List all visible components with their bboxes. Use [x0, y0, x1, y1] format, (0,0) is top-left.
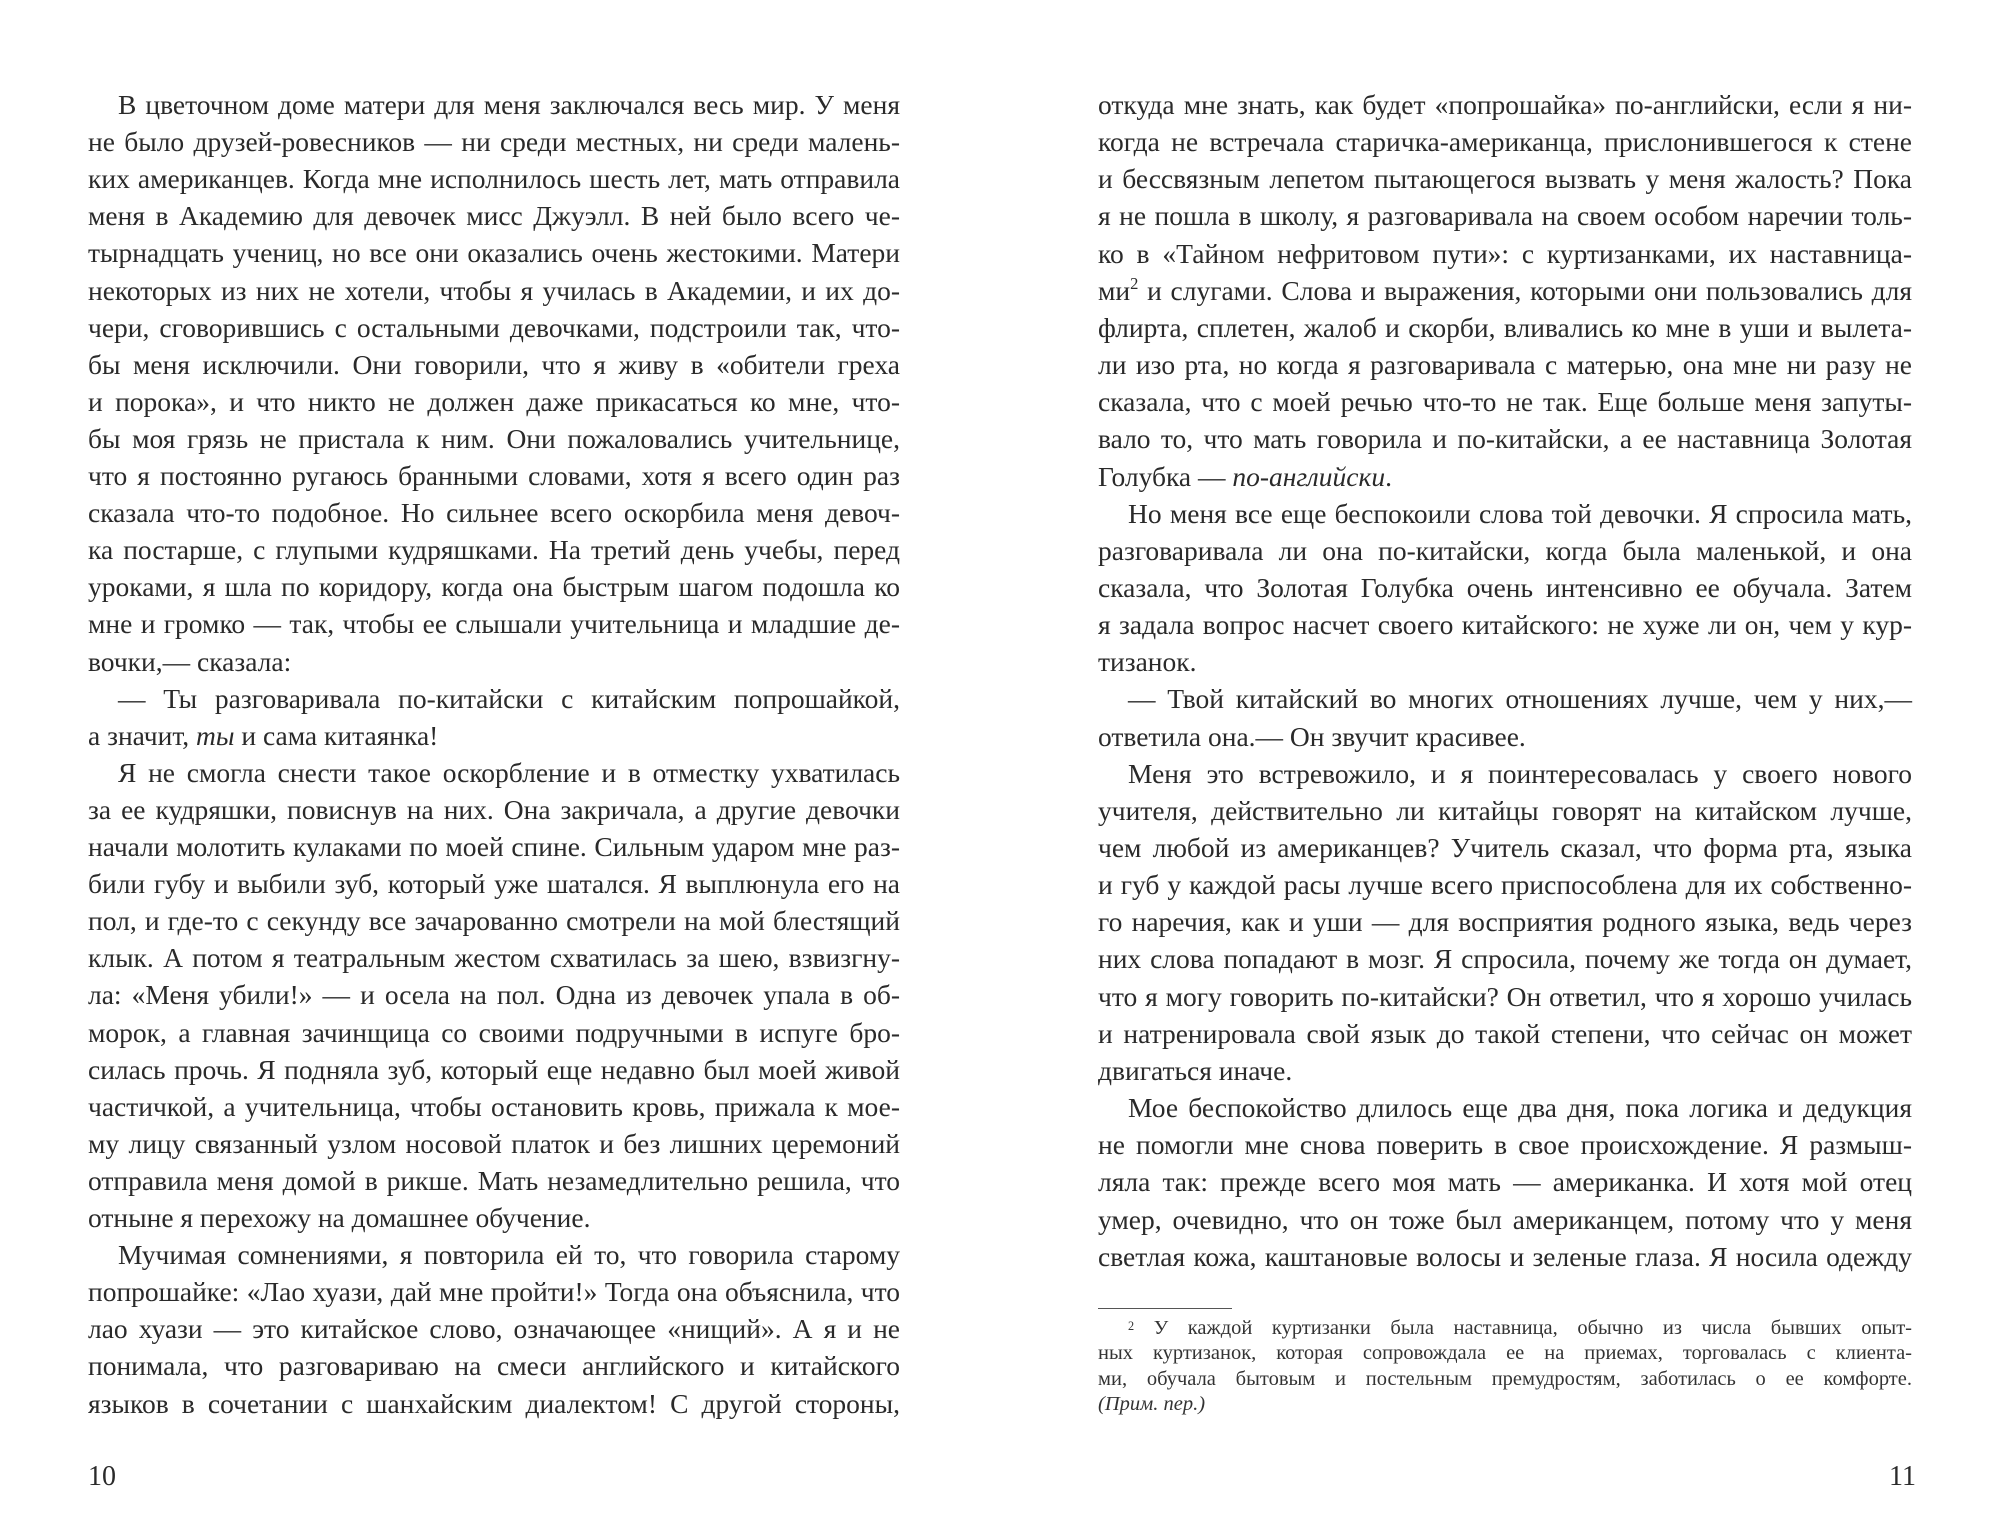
text-line: понимала, что разговариваю на смеси английского и китайского [88, 1350, 900, 1382]
text-line: за ее кудряшки, повиснув на них. Она закричала, а другие девочки [88, 793, 900, 825]
text-line: и натренировала свой язык до такой степени, что сейчас он может [1098, 1017, 1912, 1049]
footnote-marker: 2 [1130, 273, 1139, 293]
text-line: откуда мне знать, как будет «попрошайка» по-английски, если я ни- [1098, 89, 1912, 120]
right-page [1000, 0, 2000, 1536]
text-line [1098, 272, 1912, 309]
text-line [88, 717, 900, 754]
footnote-line [1098, 1392, 1912, 1417]
text-line: го наречия, как и уши — для восприятия родного языка, ведь через [1098, 906, 1912, 938]
footnote-line: ных куртизанок, которая сопровождала ее на приемах, торговалась с клиента- [1098, 1342, 1912, 1365]
text-line: я не пошла в школу, я разговаривала на своем особом наречии толь- [1098, 200, 1912, 232]
text-line: сказала, что с моей речью что-то не так. Еще больше меня запуты- [1098, 386, 1912, 418]
text-line: ка постарше, с глупыми кудряшками. На третий день учебы, перед [88, 534, 900, 566]
text-line: ответила она.— Он звучит красивее. [1098, 720, 1526, 752]
text-line: отныне я перехожу на домашнее обучение. [88, 1202, 591, 1233]
text-line: били губу и выбили зуб, который уже шатался. Я выплюнула его на [88, 868, 900, 900]
text-line: тырнадцать учениц, но все они оказались очень жестокими. Матери [88, 237, 900, 269]
text-line: и губ у каждой расы лучше всего приспособлена для их собственно- [1098, 869, 1912, 901]
text-line: двигаться иначе. [1098, 1054, 1293, 1086]
text-line: умер, очевидно, что он тоже был американцем, потому что у меня [1098, 1203, 1912, 1235]
text-line: меня в Академию для девочек мисс Джуэлл. В ней было всего че- [88, 200, 900, 232]
text-line: Я не смогла снести такое оскорбление и в отместку ухватилась [118, 756, 900, 788]
text-run: ми [1098, 274, 1131, 306]
text-line: Мое беспокойство длилось еще два дня, пока логика и дедукция [1128, 1092, 1912, 1124]
text-line: и бессвязным лепетом пытающегося вызвать у меня жалость? Пока [1098, 163, 1912, 195]
text-line: частичкой, а учительница, чтобы остановить кровь, прижала к мое- [88, 1090, 900, 1122]
text-line: что я постоянно ругаюсь бранными словами, хотя я всего один раз [88, 460, 900, 491]
text-line: бы моя грязь не пристала к ним. Они пожаловались учительнице, [88, 422, 900, 454]
text-line: отправила меня домой в рикше. Мать незамедлительно решила, что [88, 1164, 900, 1196]
text-line: что я могу говорить по-китайски? Он ответил, что я хорошо училась [1098, 980, 1912, 1012]
text-line: му лицу связанный узлом носовой платок и без лишних церемоний [88, 1127, 900, 1159]
text-line: ких американцев. Когда мне исполнилось шесть лет, мать отправила [88, 163, 900, 195]
text-line: когда не встречала старичка-американца, прислонившегося к стене [1098, 126, 1912, 158]
text-line: начали молотить кулаками по моей спине. Сильным ударом мне раз- [88, 831, 900, 862]
text-line: вочки,— сказала: [88, 645, 292, 677]
text-line: мне и громко — так, чтобы ее слышали учительница и младшие де- [88, 608, 900, 640]
text-line: сказала, что Золотая Голубка очень интенсивно ее обучала. Затем [1098, 571, 1912, 603]
text-run: Голубка — [1098, 460, 1233, 492]
text-line: них слова попадают в мозг. Я спросила, почему же тогда он думает, [1098, 943, 1912, 975]
text-line: бы меня исключили. Они говорили, что я живу в «обители греха [88, 348, 900, 380]
page-number-right: 11 [1889, 1461, 1916, 1492]
footnote-marker: 2 [1128, 1319, 1135, 1333]
text-line: Меня это встревожило, и я поинтересовалась у своего нового [1128, 757, 1912, 789]
text-line: сказала что-то подобное. Но сильнее всего оскорбила меня девоч- [88, 497, 900, 529]
text-line: чери, сговорившись с остальными девочками, подстроили так, что- [88, 311, 900, 343]
emphasis-text: ты [196, 719, 235, 751]
text-run: а значит, [88, 719, 197, 751]
text-run: и слугами. Слова и выражения, которыми они пользовались для [1138, 274, 1912, 306]
text-line: не помогли мне снова поверить в свое происхождение. Я размыш- [1098, 1129, 1912, 1161]
text-line: тизанок. [1098, 646, 1197, 678]
text-line: и порока», и что никто не должен даже прикасаться ко мне, что- [88, 385, 900, 417]
page-number-left: 10 [88, 1461, 116, 1492]
text-line: Но меня все еще беспокоили слова той девочки. Я спросила мать, [1128, 497, 1912, 529]
text-line: силась прочь. Я подняла зуб, который еще недавно был моей живой [88, 1053, 900, 1085]
text-line: — Ты разговаривала по-китайски с китайским попрошайкой, [118, 682, 900, 714]
text-line: ли изо рта, но когда я разговаривала с матерью, она мне ни разу не [1098, 349, 1912, 381]
text-line: ко в «Тайном нефритовом пути»: с куртизанками, их наставница- [1098, 237, 1912, 269]
text-run: и сама китаянка! [234, 719, 439, 751]
text-line: ла: «Меня убили!» — и осела на пол. Одна из девочек упала в об- [88, 979, 900, 1011]
text-line: разговаривала ли она по-китайски, когда была маленькой, и она [1098, 534, 1912, 566]
text-line: светлая кожа, каштановые волосы и зеленые глаза. Я носила одежду [1098, 1240, 1912, 1272]
text-line: попрошайке: «Лао хуази, дай мне пройти!» Тогда она объяснила, что [88, 1276, 900, 1308]
text-line: не было друзей-ровесников — ни среди местных, ни среди малень- [88, 126, 900, 158]
text-line: чем любой из американцев? Учитель сказал, что форма рта, языка [1098, 832, 1912, 863]
footnote-line: ми, обучала бытовым и постельным премудростям, заботилась о ее комфорте. [1098, 1367, 1912, 1390]
text-run: . [1385, 460, 1392, 492]
text-line [1098, 458, 1912, 495]
footnote-line [1098, 1316, 1912, 1341]
text-line: лао хуази — это китайское слово, означающее «нищий». А я и не [88, 1313, 900, 1345]
text-line: я задала вопрос насчет своего китайского: не хуже ли он, чем у кур- [1098, 609, 1912, 641]
text-line: пол, и где-то с секунду все зачарованно смотрели на мой блестящий [88, 905, 900, 937]
text-line: В цветочном доме матери для меня заключался весь мир. У меня [118, 89, 900, 120]
text-line: уроками, я шла по коридору, когда она быстрым шагом подошла ко [88, 571, 900, 603]
text-line: вало то, что мать говорила и по-китайски, а ее наставница Золотая [1098, 423, 1912, 455]
text-line: клык. А потом я театральным жестом схватилась за шею, взвизгну- [88, 942, 900, 974]
text-line: Мучимая сомнениями, я повторила ей то, что говорила старому [118, 1239, 900, 1271]
text-line: — Твой китайский во многих отношениях лучше, чем у них,— [1128, 683, 1912, 715]
text-line: некоторых из них не хотели, чтобы я училась в Академии, и их до- [88, 274, 900, 306]
text-line: флирта, сплетен, жалоб и скорби, вливались ко мне в уши и вылета- [1098, 311, 1912, 343]
text-line: морок, а главная зачинщица со своими подручными в испуге бро- [88, 1016, 900, 1048]
text-line: учителя, действительно ли китайцы говорят на китайском лучше, [1098, 794, 1912, 826]
text-line: ляла так: прежде всего моя мать — американка. И хотя мой отец [1098, 1166, 1912, 1198]
footnote-separator [1098, 1308, 1232, 1309]
emphasis-text: (Прим. пер.) [1098, 1392, 1206, 1415]
text-line: языков в сочетании с шанхайским диалектом! С другой стороны, [88, 1387, 900, 1419]
emphasis-text: по-английски [1232, 460, 1386, 492]
text-run: У каждой куртизанки была наставница, обычно из числа бывших опыт- [1134, 1317, 1912, 1339]
